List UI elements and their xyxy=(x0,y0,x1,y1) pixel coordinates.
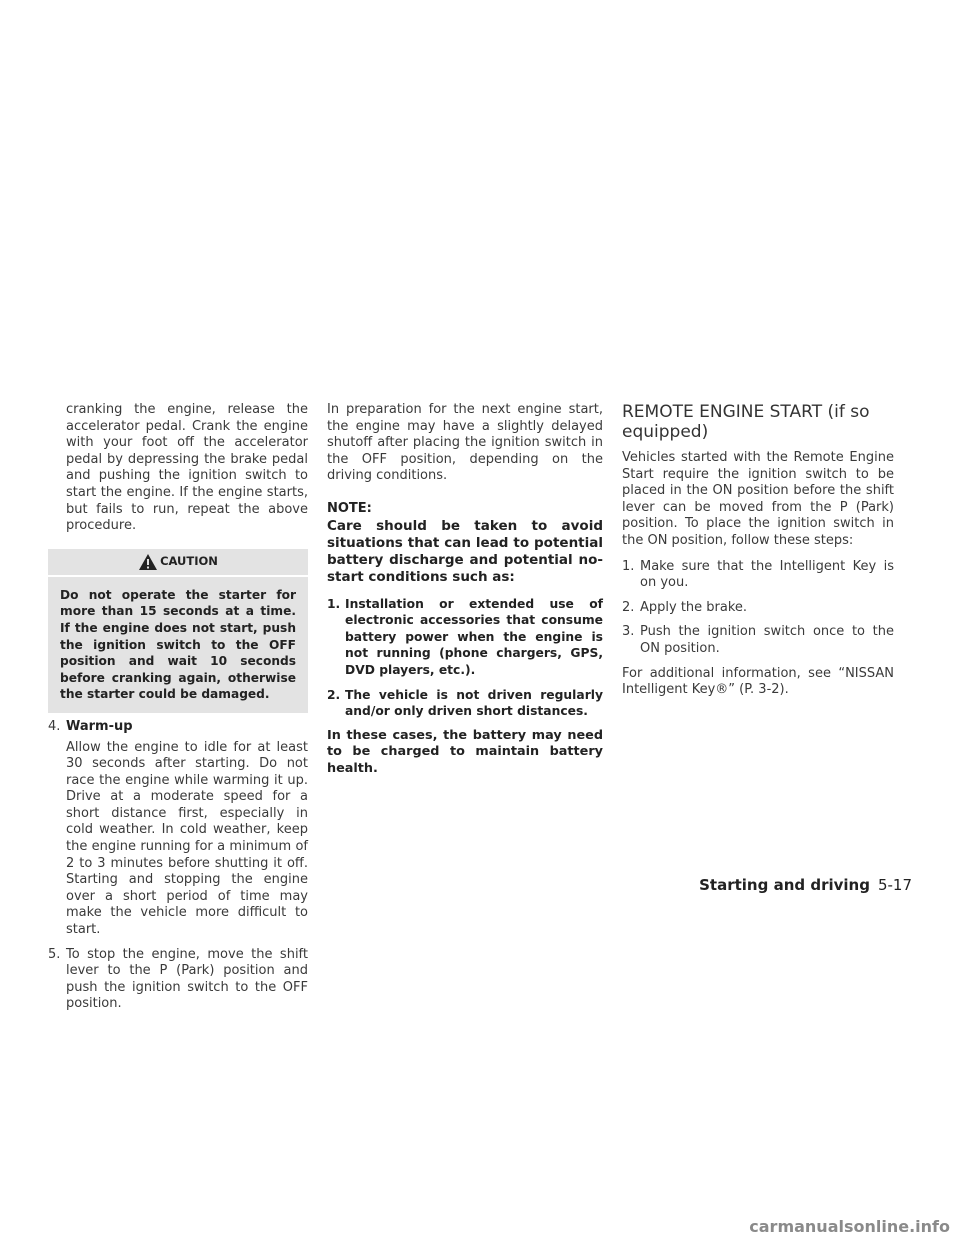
step-number: 1. xyxy=(622,558,635,574)
page-footer xyxy=(699,876,912,894)
intro-paragraph: cranking the engine, release the accelerator pedal. Crank the engine with your foot off the accelerator pedal by depressing the brake pedal and pushing the ignition switch to start the engine. If the engine starts, but fails to run, repeat the above procedure. xyxy=(66,402,308,534)
middle-column xyxy=(327,402,603,778)
list-item xyxy=(622,624,894,657)
list-item xyxy=(622,559,894,592)
list-item xyxy=(48,719,308,939)
step-number: 5. xyxy=(48,946,61,962)
list-item xyxy=(622,600,894,617)
step-number: 3. xyxy=(622,624,635,640)
item-number: 2. xyxy=(327,687,341,702)
page-number: 5-17 xyxy=(877,876,912,894)
intro-paragraph: In preparation for the next engine start, the engine may have a slightly delayed shutoff after placing the ignition switch in the OFF position, depending on the driving conditions. xyxy=(327,402,603,484)
step-text: Make sure that the Intelligent Key is on you. xyxy=(640,558,894,591)
item-text: The vehicle is not driven regularly and/or only driven short distances. xyxy=(345,687,603,719)
left-column xyxy=(48,402,308,1021)
caution-header xyxy=(48,549,308,575)
step-text: Push the ignition switch once to the ON position. xyxy=(640,624,894,656)
step-text: To stop the engine, move the shift lever to the P (Park) position and push the ignition switch to the OFF position. xyxy=(66,946,308,1012)
watermark: carmanualsonline.info xyxy=(749,1217,950,1236)
right-column xyxy=(622,402,894,708)
section-heading: REMOTE ENGINE START (if so equipped) xyxy=(622,402,870,442)
footer-section-title: Starting and driving xyxy=(699,876,870,894)
caution-label: CAUTION xyxy=(160,554,218,569)
step-number: 4. xyxy=(48,718,61,734)
note-list xyxy=(327,596,603,720)
warning-triangle-icon xyxy=(138,553,158,571)
note-label: NOTE: xyxy=(327,500,372,516)
step-title: Warm-up xyxy=(66,718,133,734)
note-tail: In these cases, the battery may need to be charged to maintain battery health. xyxy=(327,727,603,776)
note-lead: Care should be taken to avoid situations that can lead to potential battery discharge and potential no-start conditions such as: xyxy=(327,517,603,585)
step-text: Allow the engine to idle for at least 30 seconds after starting. Do not race the engine while warming it up. Drive at a moderate speed for a short distance first, especially in cold weather. In cold weather, keep the engine running for a minimum of 2 to 3 minutes before shutting it off. Starting and stopping the engine over a short period of time may make the vehicle more difficult to start. xyxy=(66,739,308,938)
closing-paragraph: For additional information, see “NISSAN Intelligent Key®” (P. 3-2). xyxy=(622,665,894,698)
intro-paragraph: Vehicles started with the Remote Engine Start require the ignition switch to be placed in the ON position before the shift lever can be moved from the P (Park) position. To place the ignition switch in the ON position, follow these steps: xyxy=(622,450,894,548)
step-number: 2. xyxy=(622,599,635,615)
item-text: Installation or extended use of electronic accessories that consume battery power when the engine is not running (phone chargers, GPS, DVD players, etc.). xyxy=(345,596,603,677)
list-item xyxy=(48,947,308,1013)
list-item xyxy=(327,596,603,679)
step-text: Apply the brake. xyxy=(640,599,748,615)
list-item xyxy=(327,687,603,720)
caution-text: Do not operate the starter for more than 15 seconds at a time. If the engine does not start, push the ignition switch to the OFF position and wait 10 seconds before cranking again, otherwise the starter could be damaged. xyxy=(48,577,308,713)
item-number: 1. xyxy=(327,596,341,611)
